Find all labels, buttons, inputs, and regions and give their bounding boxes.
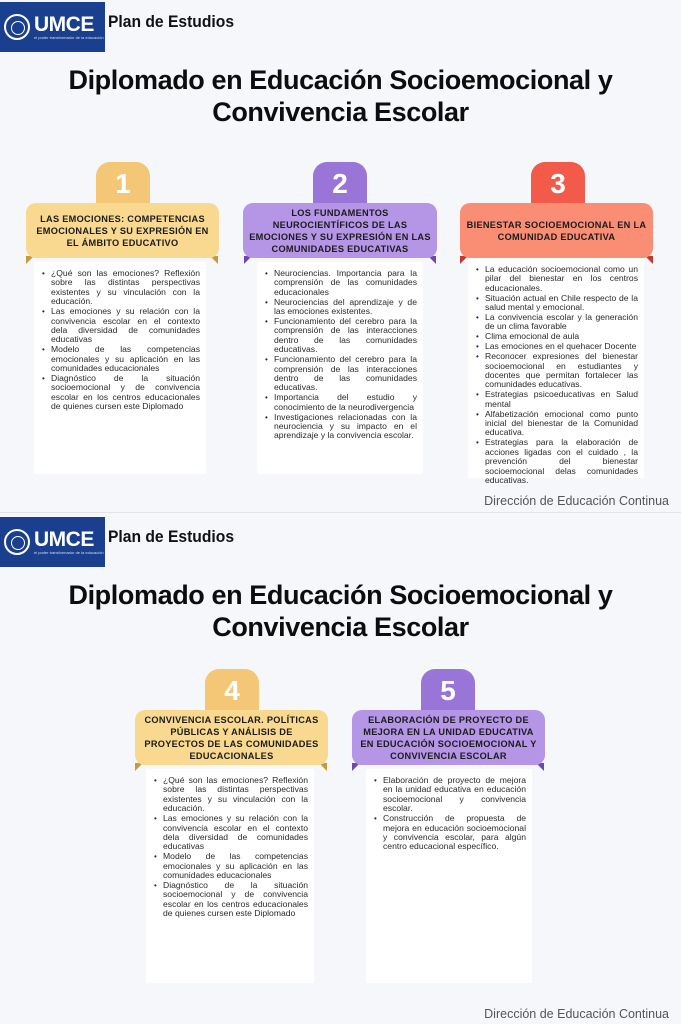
topic-item: • Estrategias psicoeducativas en Salud mental [476,390,638,409]
module-heading: BIENESTAR SOCIOEMOCIONAL EN LA COMUNIDAD EDUCATIVA [460,203,653,258]
module-number-tab [205,669,259,713]
footer-label: Dirección de Educación Continua [484,494,669,508]
doc-label: Plan de Estudios [108,12,235,31]
module-number: 2 [332,168,348,199]
topic-item: • Clima emocional de aula [476,332,638,341]
topic-item: • Estrategias para la elaboración de acciones ligadas con el cuidado , la prevención del bienestar socioemocional delas comunidades educativas. [476,438,638,485]
topic-item: • Las emociones y su relación con la convivencia escolar en el contexto dela diversidad de comunidades educativas [42,307,200,345]
topic-item: • Importancia del estudio y conocimiento de la neurodivergencia [265,393,417,412]
page-2 [0,512,681,1024]
logo-wordmark: UMCE [34,528,94,551]
logo-wordmark: UMCE [34,13,94,36]
footer-label: Dirección de Educación Continua [484,1007,669,1021]
module-number: 4 [224,675,240,706]
topic-item: • Las emociones y su relación con la convivencia escolar en el contexto dela diversidad de comunidades educativas [154,814,308,852]
topic-item: • Las emociones en el quehacer Docente [476,342,638,351]
module-heading: LAS EMOCIONES: COMPETENCIAS EMOCIONALES Y SU EXPRESIÓN EN EL ÁMBITO EDUCATIVO [26,203,219,258]
topic-item: • Funcionamiento del cerebro para la comprensión de las interacciones dentro de las comunidades educativas. [265,317,417,355]
topic-item: • Neurociencias del aprendizaje y de las emociones existentes. [265,298,417,317]
topic-item: • Construcción de propuesta de mejora en educación socioemocional y convivencia escolar, para algún centro educacional específico. [374,814,526,852]
topic-item: • Alfabetización emocional como punto inicial del bienestar de la Comunidad educativa. [476,410,638,438]
module-number: 3 [550,168,566,199]
module-heading: LOS FUNDAMENTOS NEUROCIENTÍFICOS DE LAS EMOCIONES Y SU EXPRESIÓN EN LAS COMUNIDADES EDUCATIVAS [243,203,437,258]
topic-item: • Investigaciones relacionadas con la neurociencia y su impacto en el aprendizaje y la convivencia escolar. [265,413,417,441]
topic-item: • Modelo de las competencias emocionales y su aplicación en las comunidades educacionales [154,852,308,880]
umce-logo [0,517,105,567]
umce-logo [0,2,105,52]
page-title: Diplomado en Educación Socioemocional y Convivencia Escolar [68,65,613,127]
topic-item: • Diagnóstico de la situación socioemocional y de convivencia escolar en los centros educacionales de quienes cursen este Diplomado [154,881,308,919]
module-heading: ELABORACIÓN DE PROYECTO DE MEJORA EN LA UNIDAD EDUCATIVA EN EDUCACIÓN SOCIOEMOCIONAL Y CONVIVENCIA ESCOLAR [352,710,545,765]
module-number: 1 [115,168,131,199]
module-number-tab [96,162,150,206]
topic-item: • Neurociencias. Importancia para la comprensión de las comunidades educacionales [265,269,417,297]
module-topics [34,262,206,474]
topic-item: • Modelo de las competencias emocionales y su aplicación en las comunidades educacionales [42,345,200,373]
topic-item: • Funcionamiento del cerebro para la comprensión de las interacciones dentro de las comunidades educativas. [265,355,417,393]
topic-item: • Elaboración de proyecto de mejora en la unidad educativa en educación socioemocional y convivencia escolar. [374,776,526,814]
logo-tagline: el poder transformador de la educación [34,550,104,555]
module-number-tab [421,669,475,713]
page-title: Diplomado en Educación Socioemocional y Convivencia Escolar [68,580,613,642]
logo-tagline: el poder transformador de la educación [34,35,104,40]
topic-item: • Reconocer expresiones del bienestar socioemocional en estudiantes y docentes que permitan fortalecer las comunidades educativas. [476,352,638,390]
module-topics [146,769,314,983]
topic-item: • Situación actual en Chile respecto de la salud mental y emocional. [476,294,638,313]
module-number-tab [313,162,367,206]
doc-label: Plan de Estudios [108,527,235,546]
topic-item: • La convivencia escolar y la generación de un clima favorable [476,313,638,332]
university-seal-icon [4,14,30,40]
module-topics [366,769,532,983]
topic-item: • ¿Qué son las emociones? Reflexión sobre las distintas perspectivas existentes y su vinculación con la educación. [154,776,308,814]
university-seal-icon [4,529,30,555]
module-topics [257,262,423,474]
topic-item: • ¿Qué son las emociones? Reflexión sobre las distintas perspectivas existentes y su vinculación con la educación. [42,269,200,307]
module-heading: CONVIVENCIA ESCOLAR. POLÍTICAS PÚBLICAS Y ANÁLISIS DE PROYECTOS DE LAS COMUNIDADES EDUCACIONALES [135,710,328,765]
topic-item: • Diagnóstico de la situación socioemocional y de convivencia escolar en los centros educacionales de quienes cursen este Diplomado [42,374,200,412]
topic-item: • La educación socioemocional como un pilar del bienestar en los centros educacionales. [476,265,638,293]
module-number: 5 [440,675,456,706]
module-number-tab [531,162,585,206]
module-topics [468,258,644,485]
